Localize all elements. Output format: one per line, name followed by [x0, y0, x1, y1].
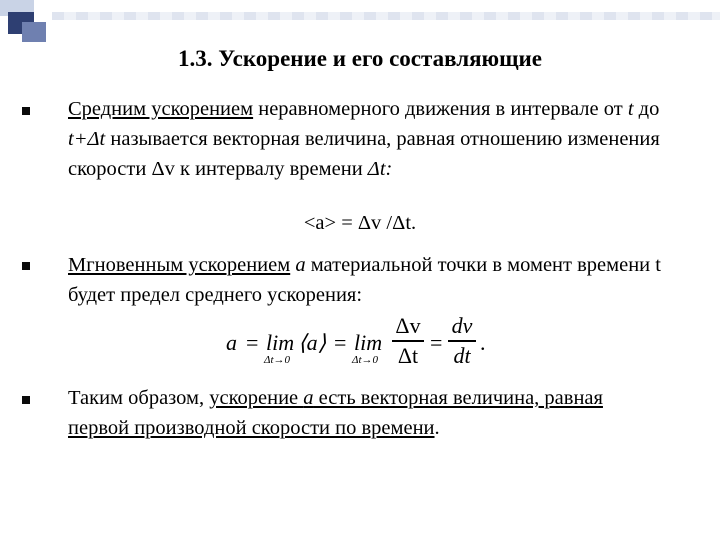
paragraph-instant-acceleration: Мгновенным ускорением a материальной точки в момент времени t будет предел среднего ускорения:: [68, 254, 661, 306]
top-stripe: [52, 12, 720, 20]
fraction-dv-dt: Δv Δt: [392, 314, 424, 368]
bullet-icon: [22, 396, 30, 404]
bullet-icon: [22, 107, 30, 115]
slide-title: 1.3. Ускорение и его составляющие: [177, 46, 542, 71]
bullet-icon: [22, 262, 30, 270]
paragraph-conclusion: Таким образом, ускорение a есть векторная величина, равная первой производной скорости по времени.: [68, 387, 603, 439]
term-average-acceleration: Средним ускорением: [68, 98, 254, 120]
term-instant-acceleration: Мгновенным ускорением: [68, 254, 291, 276]
paragraph-average-acceleration: Средним ускорением неравномерного движения в интервале от t до t+Δt называется векторная величина, равная отношению изменения скорости Δv к интервалу времени Δt:: [68, 98, 660, 180]
average-acceleration-formula: <a> = Δv /Δt.: [303, 212, 417, 234]
fraction-derivative: dv dt: [448, 314, 476, 368]
corner-decoration: [22, 22, 46, 42]
